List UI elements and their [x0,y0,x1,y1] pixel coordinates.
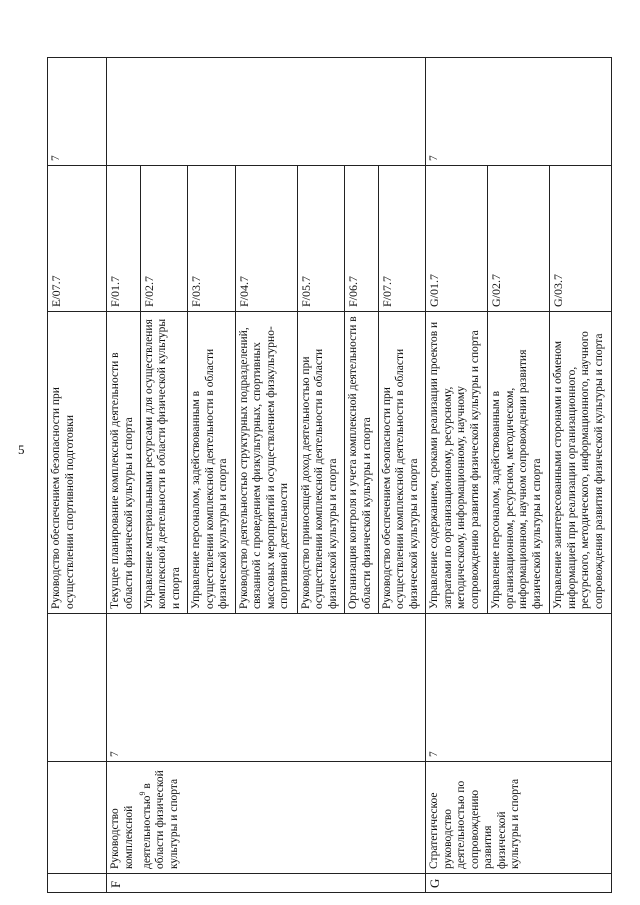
page-number: 5 [18,442,25,457]
function-code: F/07.7 [378,166,426,312]
function-code: E/07.7 [48,166,107,312]
group-name: Стратегическое руководство деятельностью по сопровождению развития физической культуры и спорта [426,762,612,874]
function-cell: Руководство обеспечением безопасности при осуществлении комплексной деятельности в области физической культуры и спорта [378,312,426,614]
function-cell: Управление заинтересованными сторонами и обменом информацией при реализации организационного, ресурсного, методического, информационного, научного сопровождения развития физической культуры и спорта [550,312,612,614]
sublevel-cell [107,58,426,166]
group-level: 7 [107,614,426,762]
function-code: F/04.7 [235,166,297,312]
group-level: 7 [426,614,612,762]
group-letter: G [426,874,612,893]
table-row [48,58,107,893]
function-cell: Управление материальными ресурсами для осуществления комплексной деятельности в области физической культуры и спорта [140,312,188,614]
table-row [426,58,488,893]
code-cell [48,874,107,893]
function-code: F/01.7 [107,166,141,312]
level-cell [48,614,107,762]
function-code: F/03.7 [188,166,236,312]
sublevel-cell: 7 [426,58,612,166]
function-cell: Организация контроля и учета комплексной деятельности в области физической культуры и спорта [345,312,379,614]
table-row [107,58,141,893]
name-cell [48,762,107,874]
functions-table [47,57,612,893]
group-name: Руководство комплексной деятельностью$^9$ в области физической культуры и спорта [107,762,426,874]
rotated-page [47,58,612,893]
function-code: F/06.7 [345,166,379,312]
function-cell: Управление содержанием, сроками реализации проектов и затратами по организационному, ресурсному, методическому, информационному, научному сопровождению развития физической культуры и спорта [426,312,488,614]
function-cell: Управление персоналом, задействованным в осуществлении комплексной деятельности в области физической культуры и спорта [188,312,236,614]
function-cell: Управление персоналом, задействованным в организационном, ресурсном, методическом, информационном, научном сопровождении развития физической культуры и спорта [488,312,550,614]
function-code: G/03.7 [550,166,612,312]
function-code: G/01.7 [426,166,488,312]
sublevel-cell: 7 [48,58,107,166]
function-cell: Текущее планирование комплексной деятельности в области физической культуры и спорта [107,312,141,614]
function-code: F/02.7 [140,166,188,312]
function-code: G/02.7 [488,166,550,312]
function-code: F/05.7 [297,166,345,312]
group-letter: F [107,874,426,893]
function-cell: Руководство приносящей доход деятельностью при осуществлении комплексной деятельности в области физической культуры и спорта [297,312,345,614]
function-cell: Руководство обеспечением безопасности при осуществлении спортивной подготовки [48,312,107,614]
function-cell: Руководство деятельностью структурных подразделений, связанной с проведением физкультурных, спортивных массовых мероприятий и осуществлением физкультурно-спортивной деятельности [235,312,297,614]
